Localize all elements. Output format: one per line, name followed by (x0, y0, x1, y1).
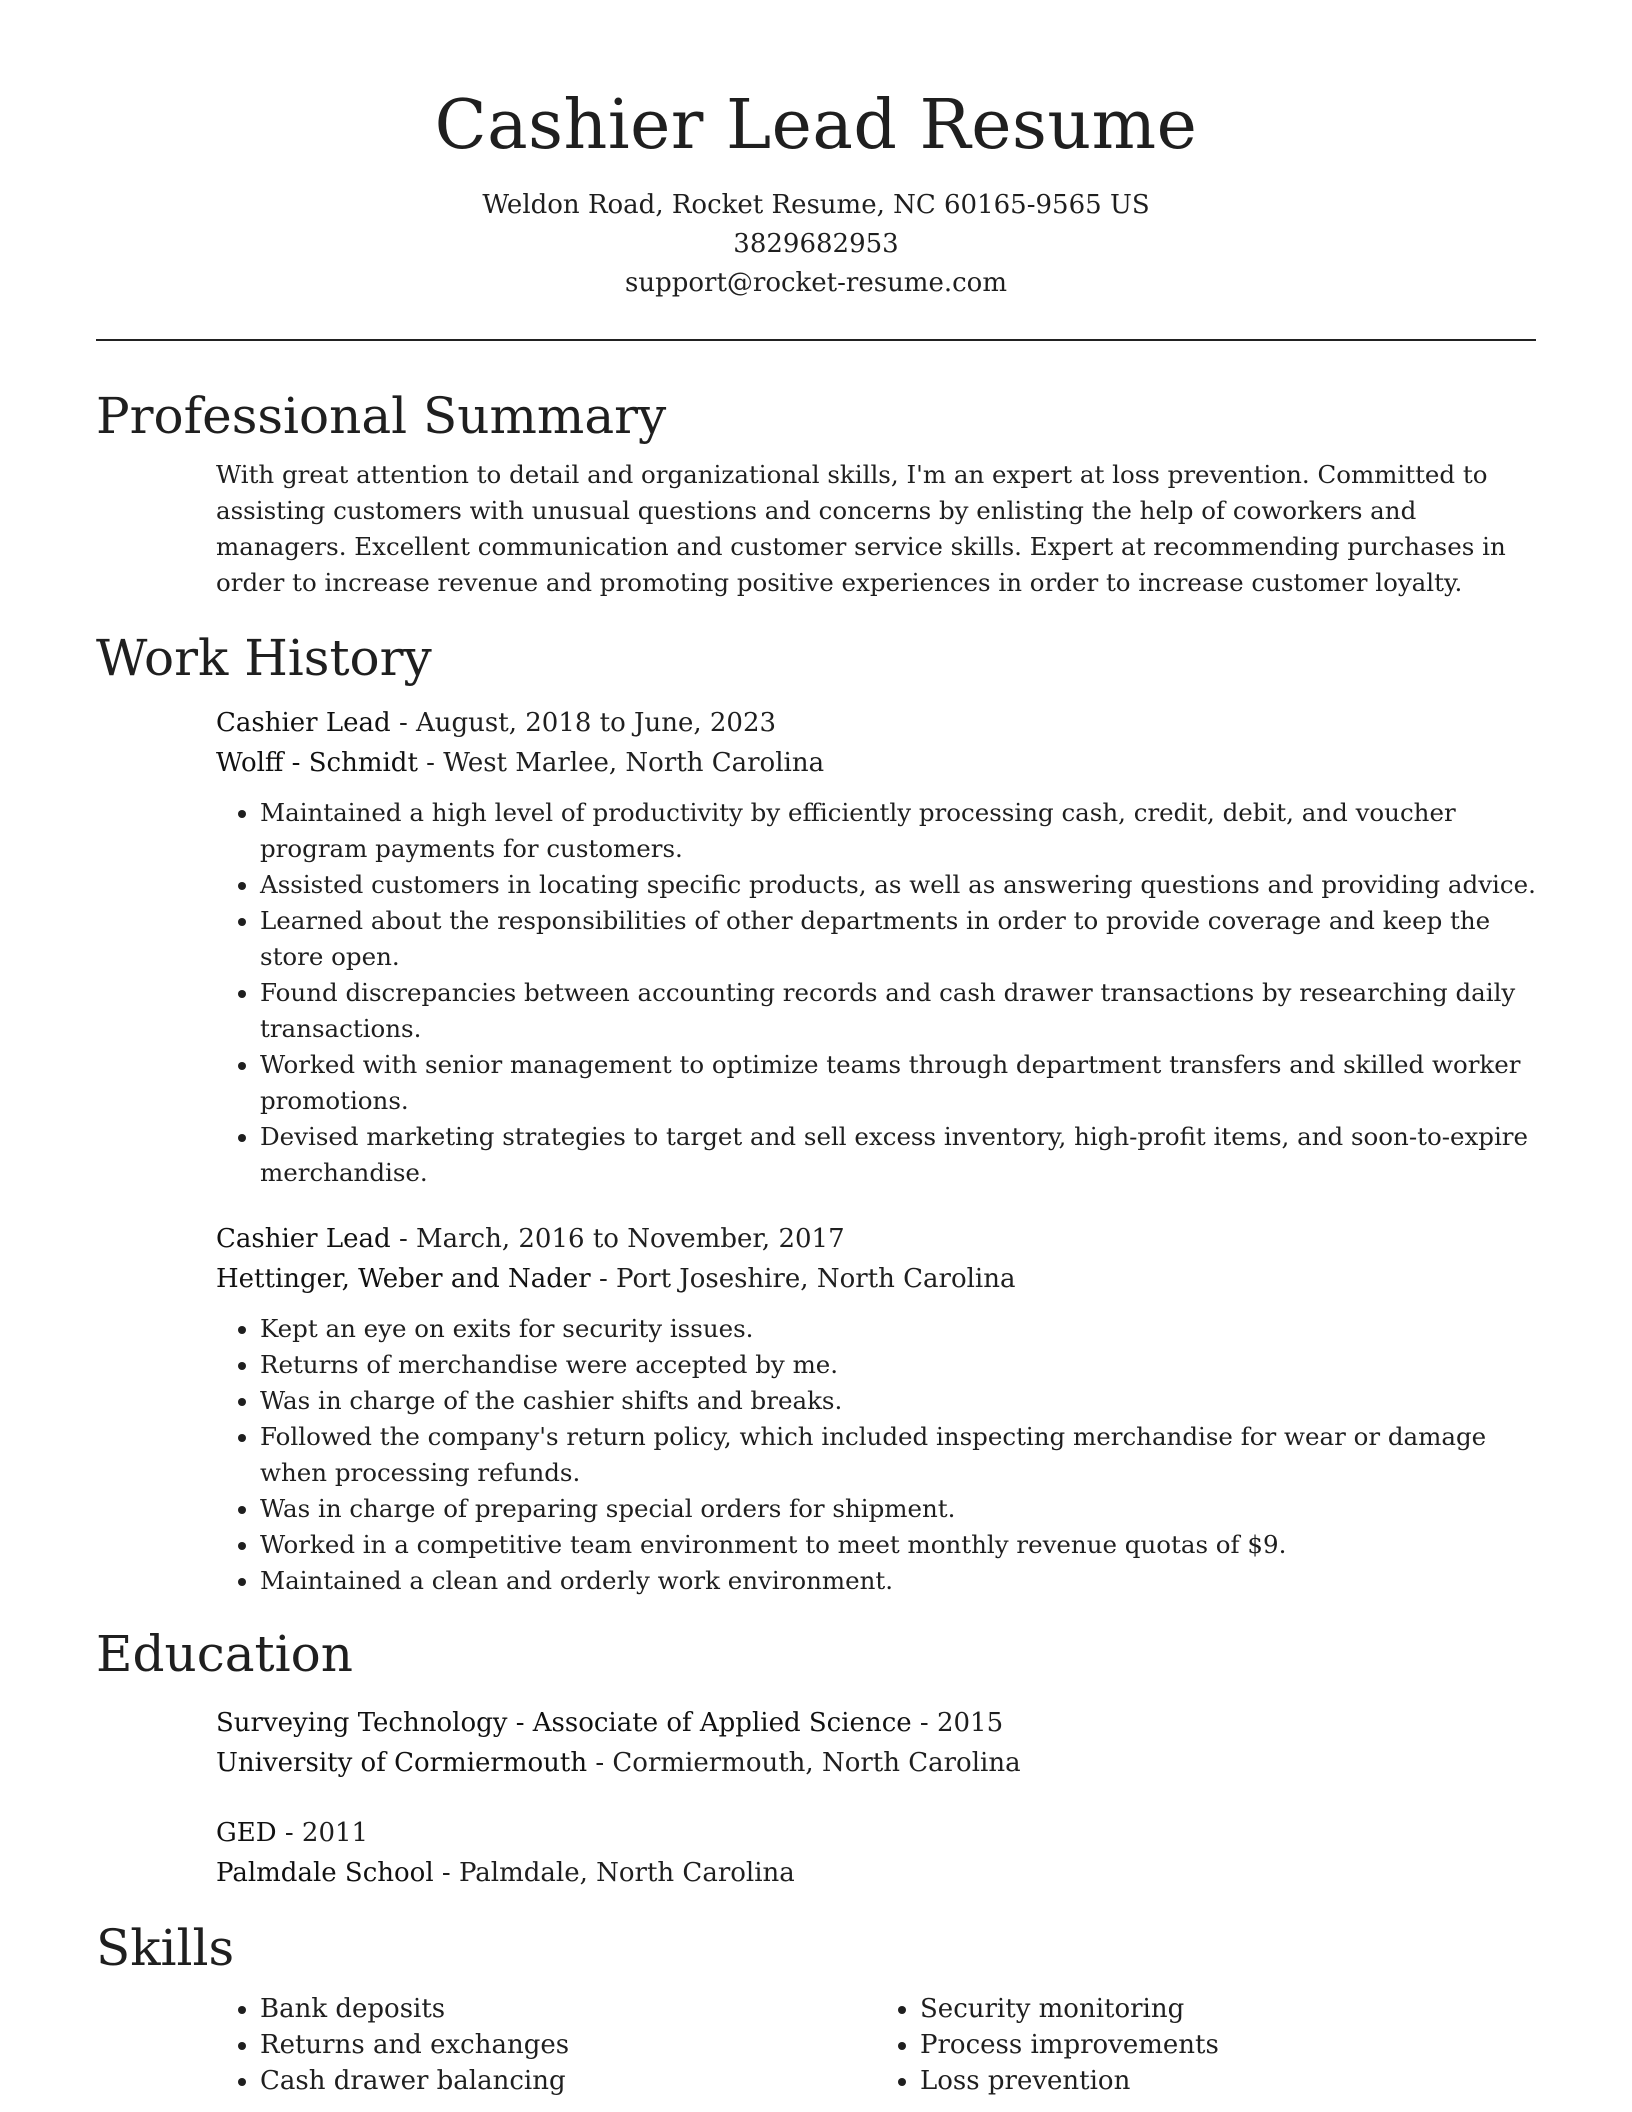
skills-grid (216, 1991, 1536, 2099)
education-degree: GED (216, 1818, 277, 1848)
education-school-line (216, 1743, 1536, 1783)
skill-item: • Loss prevention (920, 2063, 1536, 2099)
education-section (96, 1621, 1536, 1893)
education-school: University of Cormiermouth (216, 1748, 588, 1778)
list-item: • Maintained a high level of productivity by efficiently processing cash, credit, debit, and voucher program payments for customers. (260, 795, 1536, 867)
list-item: • Followed the company's return policy, which included inspecting merchandise for wear or damage when processing refunds. (260, 1419, 1536, 1491)
job-location: - Port Joseshire, North Carolina (590, 1264, 1016, 1294)
skill-item: • Cash drawer balancing (260, 2063, 876, 2099)
list-item: • Assisted customers in locating specific products, as well as answering questions and providing advice. (260, 867, 1536, 903)
education-degree-line (216, 1813, 1536, 1853)
education-school-line (216, 1853, 1536, 1893)
skills-section (96, 1915, 1536, 2099)
skill-item: • Process improvements (920, 2027, 1536, 2063)
education-degree: Surveying Technology - Associate of Applied Science (216, 1708, 912, 1738)
contact-block (96, 186, 1536, 303)
job-location: - West Marlee, North Carolina (417, 748, 825, 778)
list-item: • Worked with senior management to optimize teams through department transfers and skilled worker promotions. (260, 1047, 1536, 1119)
list-item: • Found discrepancies between accounting records and cash drawer transactions by researching daily transactions. (260, 975, 1536, 1047)
skill-item: • Returns and exchanges (260, 2027, 876, 2063)
education-degree-line (216, 1703, 1536, 1743)
list-item: • Maintained a clean and orderly work environment. (260, 1563, 1536, 1599)
list-item: • Was in charge of the cashier shifts and breaks. (260, 1383, 1536, 1419)
resume-header (96, 0, 1536, 303)
job-dates: - August, 2018 to June, 2023 (390, 708, 777, 738)
list-item: • Was in charge of preparing special orders for shipment. (260, 1491, 1536, 1527)
skills-column-right (876, 1991, 1536, 2099)
job-title-line (216, 703, 1536, 743)
education-entry (216, 1813, 1536, 1893)
education-heading: Education (96, 1625, 353, 1683)
skill-item: • Security monitoring (920, 1991, 1536, 2027)
work-section (96, 625, 1536, 1599)
contact-phone: 3829682953 (733, 229, 899, 259)
list-item: • Learned about the responsibilities of other departments in order to provide coverage and keep the store open. (260, 903, 1536, 975)
education-year: - 2015 (911, 1708, 1004, 1738)
education-school: Palmdale School (216, 1858, 434, 1888)
summary-body (216, 449, 1536, 601)
job-bullets (216, 1311, 1536, 1599)
skill-item: • Bank deposits (260, 1991, 876, 2027)
job-employer: Wolff - Schmidt (216, 748, 418, 778)
summary-heading: Professional Summary (96, 387, 667, 445)
job-entry (216, 1219, 1536, 1599)
job-dates: - March, 2016 to November, 2017 (390, 1224, 845, 1254)
work-heading: Work History (96, 629, 432, 687)
contact-address: Weldon Road, Rocket Resume, NC 60165-9565 US (482, 190, 1150, 220)
education-location: - Cormiermouth, North Carolina (587, 1748, 1021, 1778)
job-employer-line (216, 743, 1536, 783)
job-title: Cashier Lead (216, 708, 391, 738)
list-item: • Devised marketing strategies to target and sell excess inventory, high-profit items, and soon-to-expire merchandise. (260, 1119, 1536, 1191)
job-title-line (216, 1219, 1536, 1259)
list-item: • Worked in a competitive team environment to meet monthly revenue quotas of $9. (260, 1527, 1536, 1563)
header-divider (96, 339, 1536, 341)
resume-page (96, 0, 1536, 2099)
skills-heading: Skills (96, 1919, 235, 1977)
job-employer-line (216, 1259, 1536, 1299)
summary-text: With great attention to detail and organizational skills, I'm an expert at loss prevention. Committed to assisting customers with unusual questions and concerns by enlisting the help of coworkers and managers. Excellent communication and customer service skills. Expert at recommending purchases in order to increase revenue and promoting positive experiences in order to increase customer loyalty. (216, 460, 1506, 597)
education-year: - 2011 (276, 1818, 369, 1848)
job-title: Cashier Lead (216, 1224, 391, 1254)
list-item: • Returns of merchandise were accepted by me. (260, 1347, 1536, 1383)
education-location: - Palmdale, North Carolina (433, 1858, 795, 1888)
job-bullets (216, 795, 1536, 1191)
education-entry (216, 1703, 1536, 1783)
skills-column-left (216, 1991, 876, 2099)
job-employer: Hettinger, Weber and Nader (216, 1264, 591, 1294)
job-entry (216, 703, 1536, 1191)
page-title: Cashier Lead Resume (434, 86, 1198, 165)
contact-email: support@rocket-resume.com (624, 268, 1007, 298)
summary-section (96, 383, 1536, 601)
list-item: • Kept an eye on exits for security issues. (260, 1311, 1536, 1347)
